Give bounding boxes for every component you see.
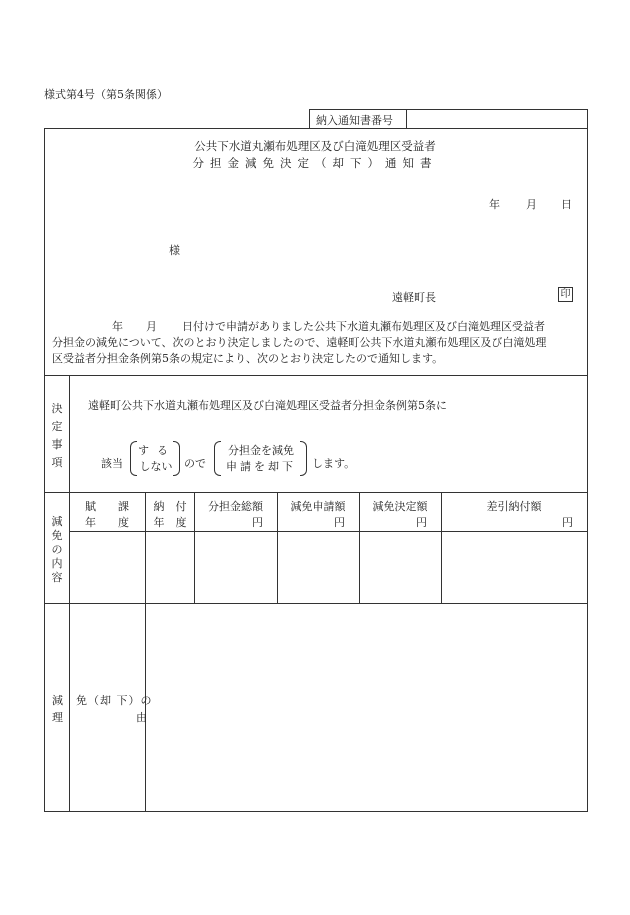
header-requested-yen: 円: [334, 516, 345, 529]
reduction-header-bottom: [69, 531, 588, 532]
decision-label: 決定事項: [51, 402, 63, 469]
addressee-suffix: 様: [169, 244, 180, 257]
cell-decided[interactable]: [362, 536, 439, 600]
column-divider-fuka: [145, 492, 146, 811]
decision-line-1: 遠軽町公共下水道丸瀬布処理区及び白滝処理区受益者分担金条例第5条に: [88, 399, 447, 412]
seal-mark: 印: [558, 287, 573, 302]
title-line-1: 公共下水道丸瀬布処理区及び白滝処理区受益者: [194, 139, 436, 153]
addressee-field[interactable]: [60, 240, 160, 254]
body-line-2: 分担金の減免について、次のとおり決定しましたので、遠軽町公共下水道丸瀬布処理区及び白滝処理: [52, 336, 547, 349]
reason-label-line-2: 理 由: [52, 711, 148, 724]
option-kyakka[interactable]: 申請を却下: [226, 460, 296, 473]
bracket-left-1: [130, 441, 137, 476]
body-month: 月: [146, 320, 157, 333]
notice-box-top-border: [309, 109, 588, 110]
section-divider-reduction: [44, 492, 588, 493]
reason-label-line-1: 減 免（却 下）の: [52, 694, 153, 707]
decision-shimasu: します。: [312, 457, 356, 470]
reduction-label: 減免の内容: [51, 515, 63, 584]
issuer: 遠軽町長: [392, 291, 436, 304]
option-suru[interactable]: する: [138, 444, 176, 457]
header-nofu-top: 納 付: [153, 500, 187, 513]
option-shinai[interactable]: しない: [139, 460, 173, 473]
notice-number-field[interactable]: [412, 112, 582, 126]
notice-box-divider: [406, 109, 407, 128]
header-requested: 減免申請額: [290, 500, 346, 513]
body-line-1: 日付けで申請がありました公共下水道丸瀬布処理区及び白滝処理区受益者: [182, 320, 545, 333]
frame-bottom: [44, 811, 588, 812]
header-total: 分担金総額: [208, 500, 263, 513]
notice-number-label: 納入通知書番号: [316, 114, 393, 127]
header-net-yen: 円: [562, 516, 573, 529]
body-line-3: 区受益者分担金条例第5条の規定により、次のとおり決定したので通知します。: [52, 352, 444, 365]
section-divider-reason: [44, 603, 588, 604]
header-decided: 減免決定額: [372, 500, 428, 513]
title-line-2: 分担金減免決定（却下）通知書: [192, 156, 438, 170]
option-menjo[interactable]: 分担金を減免: [228, 444, 294, 457]
header-fuka-top: 賦 課: [85, 500, 129, 513]
bracket-right-1: [173, 441, 180, 476]
date-month: 月: [526, 198, 537, 211]
bracket-right-2: [300, 441, 307, 476]
header-nofu-bottom: 年 度: [153, 516, 187, 529]
cell-nofu-year[interactable]: [148, 536, 192, 600]
decision-node: ので: [184, 457, 206, 470]
cell-fuka-year[interactable]: [72, 536, 142, 600]
frame-right: [587, 109, 588, 812]
form-number: 様式第4号（第5条関係）: [44, 88, 168, 101]
header-net: 差引納付額: [486, 500, 542, 513]
bracket-left-2: [214, 441, 221, 476]
body-year: 年: [112, 320, 123, 333]
frame-top: [44, 128, 588, 129]
header-decided-yen: 円: [416, 516, 427, 529]
decision-gaito: 該当: [101, 457, 123, 470]
cell-net[interactable]: [444, 536, 585, 600]
date-day: 日: [561, 198, 572, 211]
cell-total[interactable]: [197, 536, 275, 600]
reason-field[interactable]: [150, 610, 582, 806]
section-divider-decision: [44, 375, 588, 376]
header-fuka-bottom: 年 度: [85, 516, 129, 529]
header-total-yen: 円: [252, 516, 263, 529]
date-year: 年: [489, 198, 500, 211]
label-column-divider: [69, 375, 70, 811]
notice-box-left-border: [309, 109, 310, 128]
cell-requested[interactable]: [280, 536, 357, 600]
